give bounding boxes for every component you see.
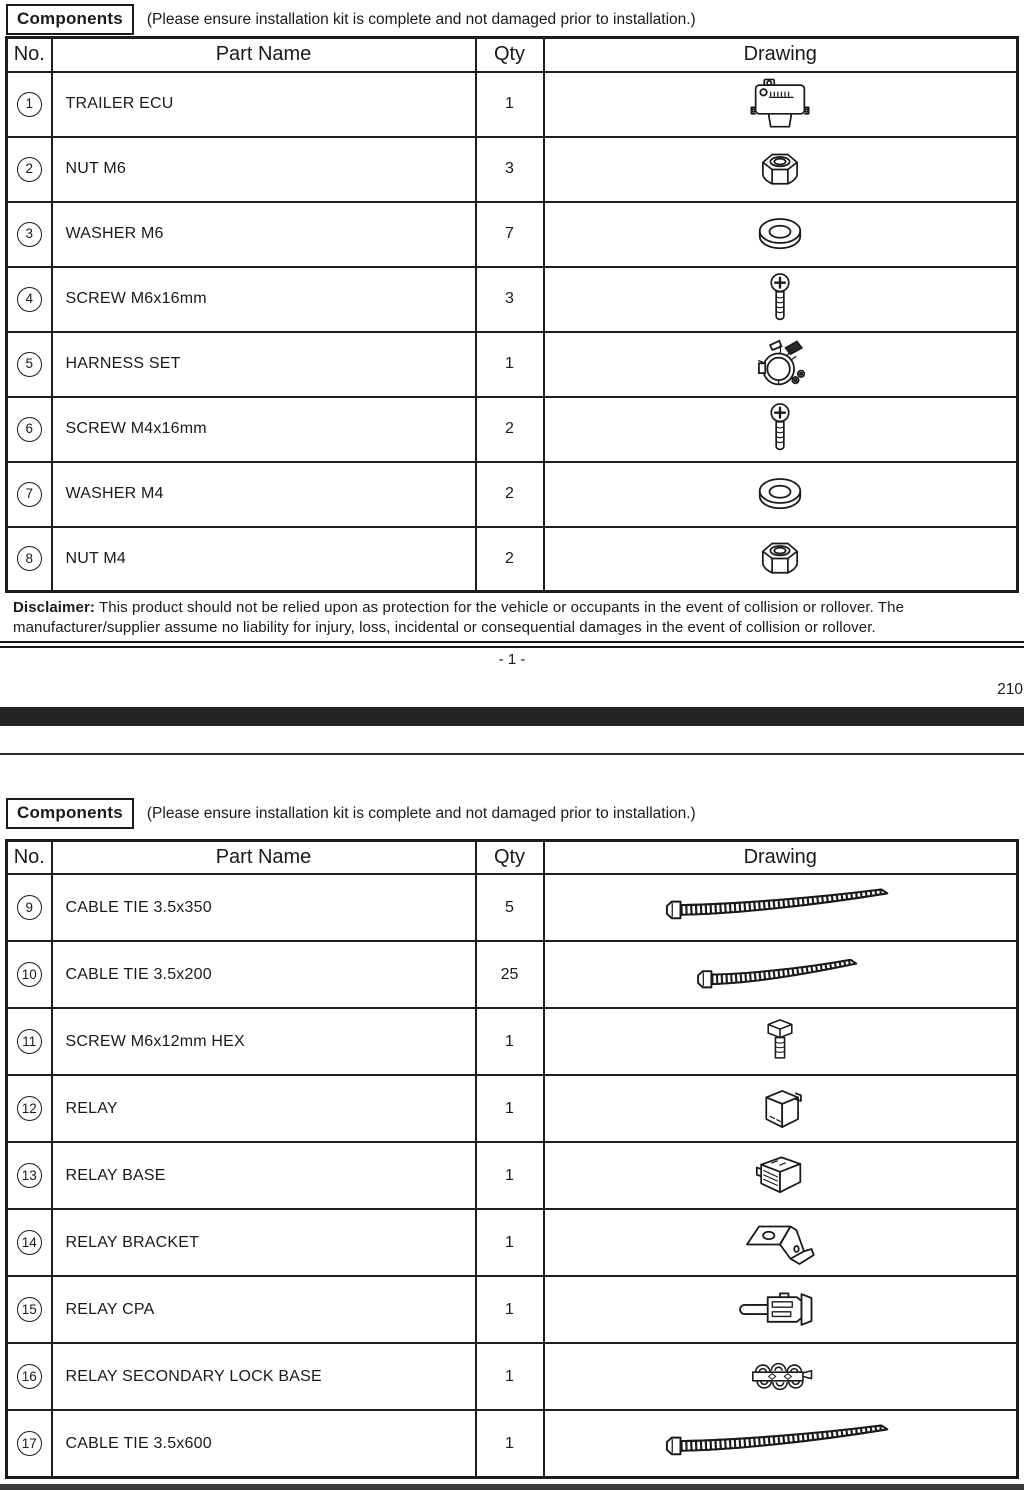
circled-number: 2 (17, 157, 42, 182)
disclaimer (13, 598, 1014, 638)
phillips-screw-drawing-icon (766, 402, 794, 457)
cable-tie-long-drawing-icon (663, 1422, 897, 1465)
table-row (7, 332, 1018, 397)
part-number-cell (7, 1008, 52, 1075)
table-row (7, 137, 1018, 202)
table-row (7, 202, 1018, 267)
circled-number: 6 (17, 417, 42, 442)
part-number-cell (7, 1142, 52, 1209)
part-drawing-cell (544, 267, 1018, 332)
part-drawing-cell (544, 462, 1018, 527)
table-row (7, 462, 1018, 527)
circled-number: 7 (17, 482, 42, 507)
circled-number: 10 (17, 962, 42, 987)
part-number-cell (7, 267, 52, 332)
table-row (7, 267, 1018, 332)
part-name-cell: RELAY SECONDARY LOCK BASE (52, 1343, 476, 1410)
part-drawing-cell (544, 397, 1018, 462)
part-name-cell: WASHER M4 (52, 462, 476, 527)
table-row (7, 1142, 1018, 1209)
components-label: Components (6, 4, 134, 35)
part-name-cell: SCREW M4x16mm (52, 397, 476, 462)
part-drawing-cell (544, 874, 1018, 941)
part-qty-cell: 1 (476, 1343, 544, 1410)
circled-number: 9 (17, 895, 42, 920)
part-number-cell (7, 1343, 52, 1410)
part-name-cell: RELAY CPA (52, 1276, 476, 1343)
part-qty-cell: 2 (476, 397, 544, 462)
part-drawing-cell (544, 941, 1018, 1008)
table-header-row (7, 38, 1018, 72)
part-name-cell: RELAY BASE (52, 1142, 476, 1209)
table-row (7, 397, 1018, 462)
circled-number: 1 (17, 92, 42, 117)
relay-bracket-drawing-icon (741, 1216, 819, 1270)
table-row (7, 1075, 1018, 1142)
part-drawing-cell (544, 1075, 1018, 1142)
col-header-qty: Qty (476, 840, 544, 874)
part-qty-cell: 2 (476, 527, 544, 592)
part-drawing-cell (544, 1209, 1018, 1276)
trailer-ecu-drawing-icon (747, 78, 813, 131)
table-row (7, 1008, 1018, 1075)
part-qty-cell: 1 (476, 1142, 544, 1209)
part-qty-cell: 1 (476, 1075, 544, 1142)
part-drawing-cell (544, 1008, 1018, 1075)
table-row (7, 527, 1018, 592)
part-number-cell (7, 462, 52, 527)
part-name-cell: NUT M4 (52, 527, 476, 592)
phillips-screw-drawing-icon (766, 272, 794, 327)
page-divider-bar (0, 707, 1024, 726)
table-row (7, 874, 1018, 941)
part-number-cell (7, 941, 52, 1008)
part-qty-cell: 1 (476, 1008, 544, 1075)
part-number-cell (7, 874, 52, 941)
part-name-cell: RELAY (52, 1075, 476, 1142)
rule-line (0, 753, 1024, 755)
part-number-cell (7, 1209, 52, 1276)
part-qty-cell: 1 (476, 1410, 544, 1477)
col-header-qty: Qty (476, 38, 544, 72)
part-number-cell (7, 72, 52, 137)
part-name-cell: SCREW M6x12mm HEX (52, 1008, 476, 1075)
col-header-no: No. (7, 38, 52, 72)
part-qty-cell: 25 (476, 941, 544, 1008)
cable-tie-medium-drawing-icon (694, 955, 866, 995)
part-drawing-cell (544, 527, 1018, 592)
relay-cpa-drawing-icon (737, 1288, 823, 1331)
circled-number: 15 (17, 1297, 42, 1322)
part-name-cell: WASHER M6 (52, 202, 476, 267)
disclaimer-bottom-rule (0, 641, 1024, 648)
part-qty-cell: 1 (476, 1276, 544, 1343)
col-header-part-name: Part Name (52, 38, 476, 72)
table-header-row (7, 840, 1018, 874)
part-name-cell: SCREW M6x16mm (52, 267, 476, 332)
circled-number: 12 (17, 1096, 42, 1121)
circled-number: 8 (17, 546, 42, 571)
part-qty-cell: 5 (476, 874, 544, 941)
part-qty-cell: 1 (476, 72, 544, 137)
circled-number: 11 (17, 1029, 42, 1054)
part-name-cell: NUT M6 (52, 137, 476, 202)
part-name-cell: RELAY BRACKET (52, 1209, 476, 1276)
table-row (7, 941, 1018, 1008)
part-number-cell (7, 527, 52, 592)
circled-number: 17 (17, 1431, 42, 1456)
lock-nut-drawing-icon (755, 536, 805, 581)
part-qty-cell: 1 (476, 332, 544, 397)
part-qty-cell: 3 (476, 137, 544, 202)
part-drawing-cell (544, 202, 1018, 267)
table-row (7, 1276, 1018, 1343)
section2-header (6, 799, 1024, 829)
relay-base-drawing-icon (751, 1153, 809, 1198)
table-row (7, 72, 1018, 137)
washer-drawing-icon (753, 472, 807, 516)
part-qty-cell: 3 (476, 267, 544, 332)
circled-number: 16 (17, 1364, 42, 1389)
components-table-2 (5, 839, 1019, 1479)
col-header-drawing: Drawing (544, 38, 1018, 72)
col-header-part-name: Part Name (52, 840, 476, 874)
col-header-drawing: Drawing (544, 840, 1018, 874)
washer-drawing-icon (753, 212, 807, 256)
lock-nut-drawing-icon (755, 147, 805, 192)
table-row (7, 1410, 1018, 1477)
part-qty-cell: 1 (476, 1209, 544, 1276)
table-row (7, 1209, 1018, 1276)
part-name-cell: CABLE TIE 3.5x350 (52, 874, 476, 941)
part-number-cell (7, 137, 52, 202)
circled-number: 3 (17, 222, 42, 247)
part-drawing-cell (544, 332, 1018, 397)
part-number-cell (7, 397, 52, 462)
part-drawing-cell (544, 72, 1018, 137)
components-label: Components (6, 798, 134, 829)
part-name-cell: HARNESS SET (52, 332, 476, 397)
part-number-cell (7, 1075, 52, 1142)
circled-number: 5 (17, 352, 42, 377)
corner-number: 210 (997, 680, 1023, 698)
table-row (7, 1343, 1018, 1410)
relay-drawing-icon (754, 1085, 806, 1133)
circled-number: 13 (17, 1163, 42, 1188)
circled-number: 14 (17, 1230, 42, 1255)
components-table-1 (5, 36, 1019, 593)
part-drawing-cell (544, 1276, 1018, 1343)
part-number-cell (7, 1276, 52, 1343)
circled-number: 4 (17, 287, 42, 312)
part-number-cell (7, 1410, 52, 1477)
kit-note: (Please ensure installation kit is complete and not damaged prior to installation.) (146, 805, 696, 823)
part-drawing-cell (544, 1343, 1018, 1410)
kit-note: (Please ensure installation kit is complete and not damaged prior to installation.) (146, 10, 696, 28)
part-qty-cell: 2 (476, 462, 544, 527)
section1-header (6, 4, 1024, 34)
harness-set-drawing-icon (749, 338, 811, 390)
part-name-cell: CABLE TIE 3.5x200 (52, 941, 476, 1008)
part-number-cell (7, 332, 52, 397)
part-drawing-cell (544, 1142, 1018, 1209)
part-name-cell: CABLE TIE 3.5x600 (52, 1410, 476, 1477)
part-drawing-cell (544, 137, 1018, 202)
manual-page (0, 4, 1024, 1490)
page-number: - 1 - (498, 650, 526, 668)
page-divider-partial (0, 1484, 1024, 1490)
hex-screw-drawing-icon (761, 1017, 799, 1066)
disclaimer-text: This product should not be relied upon as protection for the vehicle or occupants in the event of collision or rollover. The manufacturer/supplier assume no liability for injury, loss, incidental or consequential damages in the event of collision or rollover. (13, 599, 905, 636)
part-name-cell: TRAILER ECU (52, 72, 476, 137)
disclaimer-label: Disclaimer: (13, 599, 95, 616)
part-qty-cell: 7 (476, 202, 544, 267)
cable-tie-long-drawing-icon (663, 886, 897, 929)
relay-lock-base-drawing-icon (744, 1350, 816, 1403)
col-header-no: No. (7, 840, 52, 874)
part-number-cell (7, 202, 52, 267)
part-drawing-cell (544, 1410, 1018, 1477)
